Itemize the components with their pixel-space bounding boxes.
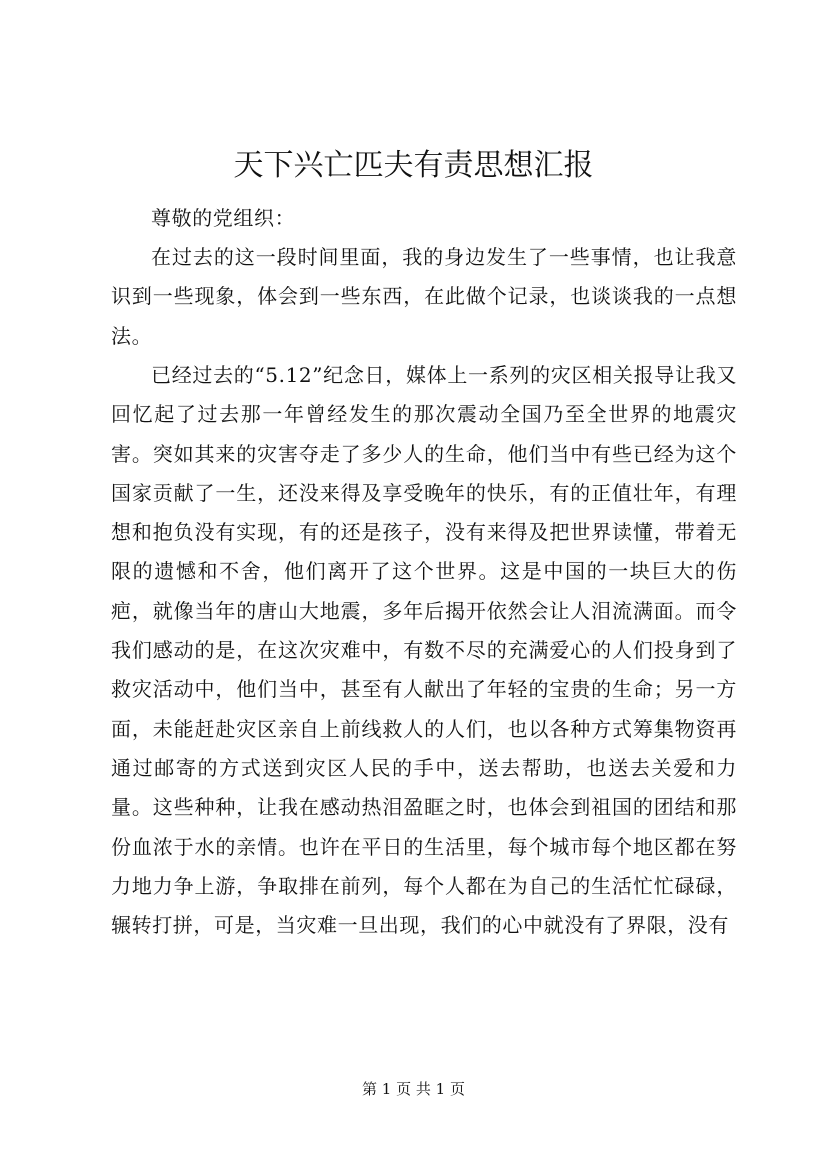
document-title: 天下兴亡匹夫有责思想汇报: [233, 148, 594, 183]
paragraph-2: 已经过去的“5.12”纪念日，媒体上一系列的灾区相关报导让我又回忆起了过去那一年曾经发生的那次震动全国乃至全世界的地震灾害。突如其来的灾害夺走了多少人的生命，他们当中有些已经为这个国家贡献了一生，还没来得及享受晚年的快乐，有的正值壮年，有理想和抱负没有实现，有的还是孩子，没有来得及把世界读懂，带着无限的遗憾和不舍，他们离开了这个世界。这是中国的一块巨大的伤疤，就像当年的唐山大地震，多年后揭开依然会让人泪流满面。而令我们感动的是，在这次灾难中，有数不尽的充满爱心的人们投身到了救灾活动中，他们当中，甚至有人献出了年轻的宝贵的生命；另一方面，未能赶赴灾区亲自上前线救人的人们，也以各种方式筹集物资再通过邮寄的方式送到灾区人民的手中，送去帮助，也送去关爱和力量。这些种种，让我在感动热泪盈眶之时，也体会到祖国的团结和那份血浓于水的亲情。也许在平日的生活里，每个城市每个地区都在努力地力争上游，争取排在前列，每个人都在为自己的生活忙忙碌碌，辗转打拼，可是，当灾难一旦出现，我们的心中就没有了界限，没有: [111, 363, 737, 938]
salutation: 尊敬的党组织：: [151, 206, 296, 230]
page-footer: 第 1 页 共 1 页: [362, 1080, 465, 1098]
paragraph-1: 在过去的这一段时间里面，我的身边发生了一些事情，也让我意识到一些现象，体会到一些东西，在此做个记录，也谈谈我的一点想法。: [111, 245, 737, 348]
